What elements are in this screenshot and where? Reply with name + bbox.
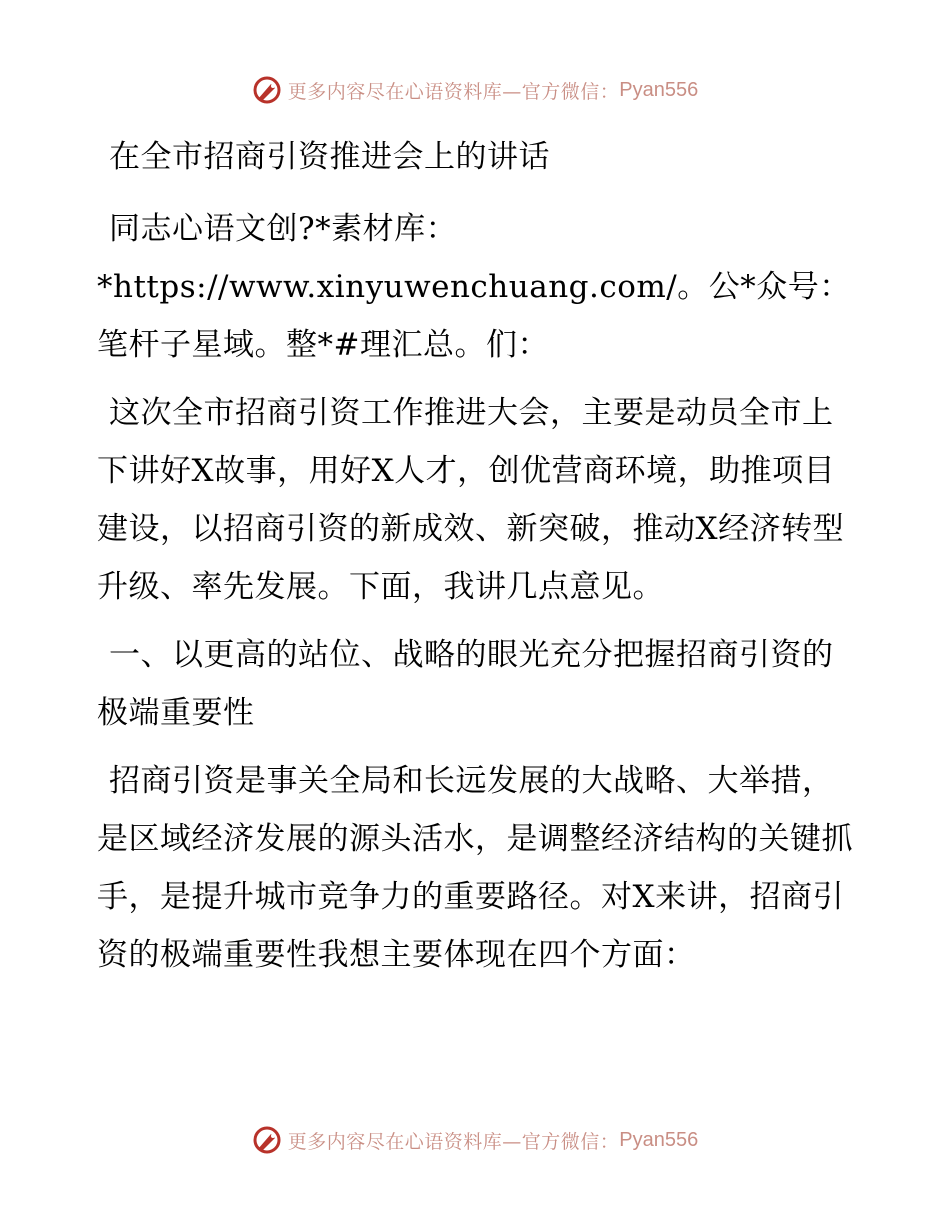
banner-text: 更多内容尽在心语资料库—官方微信： (287, 80, 620, 103)
greeting-paragraph: 同志心语文创?*素材库：*https://www.xinyuwenchuang.com/。公*众号：笔杆子星域。整*#理汇总。们： (97, 211, 851, 363)
document-title: 在全市招商引资推进会上的讲话 (109, 139, 550, 175)
pen-nib-logo-icon (252, 1125, 282, 1155)
banner-text: 更多内容尽在心语资料库—官方微信： (287, 1130, 620, 1153)
header-banner (0, 70, 950, 110)
pen-nib-logo-icon (252, 75, 282, 105)
banner-wechat-id: Pyan556 (619, 1128, 699, 1151)
section-body-1: 招商引资是事关全局和长远发展的大战略、大举措，是区域经济发展的源头活水，是调整经济结构的关键抓手，是提升城市竞争力的重要路径。对X来讲，招商引资的极端重要性我想主要体现在四个方面： (97, 763, 853, 973)
document-body (97, 128, 857, 994)
banner-wechat-id: Pyan556 (619, 78, 699, 101)
footer-banner (0, 1120, 950, 1160)
section-heading-1: 一、以更高的站位、战略的眼光充分把握招商引资的极端重要性 (97, 637, 834, 731)
intro-paragraph: 这次全市招商引资工作推进大会，主要是动员全市上下讲好X故事，用好X人才，创优营商环境，助推项目建设，以招商引资的新成效、新突破，推动X经济转型升级、率先发展。下面，我讲几点意见。 (97, 395, 845, 605)
